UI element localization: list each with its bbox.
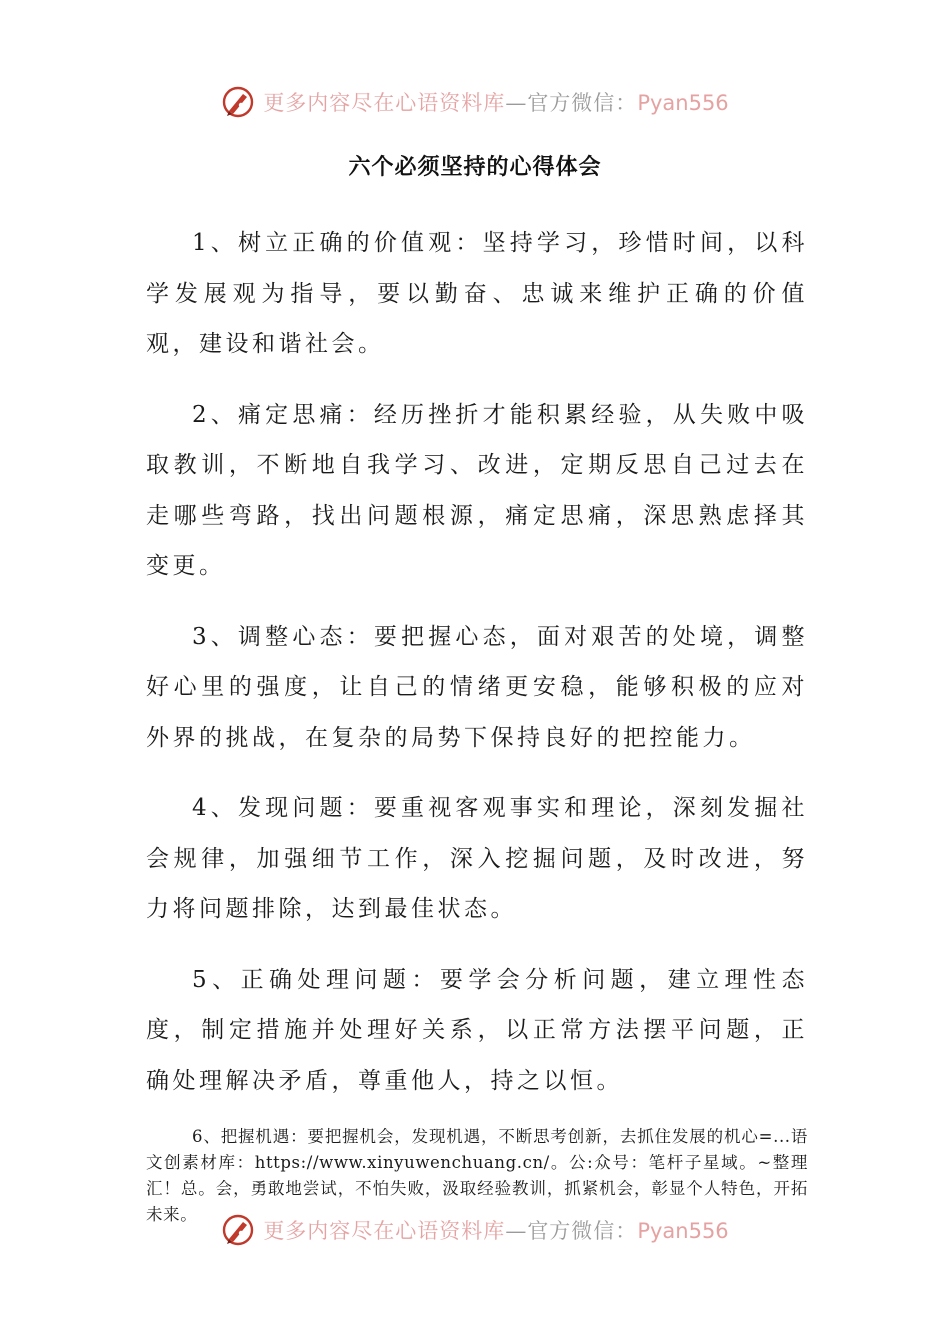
footer-watermark-banner <box>0 1210 950 1250</box>
banner-wechat-id: Pyan556 <box>637 1219 729 1243</box>
banner-separator: — <box>505 91 528 115</box>
paragraph-5: 5、正确处理问题：要学会分析问题，建立理性态度，制定措施并处理好关系，以正常方法摆平问题，正确处理解决矛盾，尊重他人，持之以恒。 <box>146 966 808 1094</box>
document-title: 六个必须坚持的心得体会 <box>348 155 602 180</box>
pen-circle-logo-icon <box>221 1213 255 1247</box>
banner-text <box>263 1215 728 1245</box>
paragraph-6: 6、把握机遇：要把握机会，发现机遇，不断思考创新，去抓住发展的机心=...语文创素材库：https://www.xinyuwenchuang.cn/。公:众号：笔杆子星域。~整理汇！总。会，勇敢地尝试，不怕失败，汲取经验教训，抓紧机会，彰显个人特色，开拓未来。 <box>146 1127 808 1224</box>
banner-site: 更多内容尽在心语资料库 <box>263 1219 506 1243</box>
banner-text <box>263 87 728 117</box>
banner-wechat-label: 官方微信： <box>527 1219 638 1243</box>
banner-wechat-id: Pyan556 <box>637 91 729 115</box>
paragraph-1: 1、树立正确的价值观：坚持学习，珍惜时间，以科学发展观为指导，要以勤奋、忠诚来维护正确的价值观，建设和谐社会。 <box>146 230 808 357</box>
banner-separator: — <box>505 1219 528 1243</box>
banner-wechat-label: 官方微信： <box>527 91 638 115</box>
pen-circle-logo-icon <box>221 85 255 119</box>
paragraph-3: 3、调整心态：要把握心态，面对艰苦的处境，调整好心里的强度，让自己的情绪更安稳，能够积极的应对外界的挑战，在复杂的局势下保持良好的把控能力。 <box>146 623 808 751</box>
paragraph-2: 2、痛定思痛：经历挫折才能积累经验，从失败中吸取教训，不断地自我学习、改进，定期反思自己过去在走哪些弯路，找出问题根源，痛定思痛，深思熟虑择其变更。 <box>146 401 808 579</box>
paragraph-4: 4、发现问题：要重视客观事实和理论，深刻发掘社会规律，加强细节工作，深入挖掘问题，及时改进，努力将问题排除，达到最佳状态。 <box>146 795 808 922</box>
header-watermark-banner <box>0 82 950 122</box>
banner-site: 更多内容尽在心语资料库 <box>263 91 506 115</box>
document-body <box>146 218 808 1248</box>
